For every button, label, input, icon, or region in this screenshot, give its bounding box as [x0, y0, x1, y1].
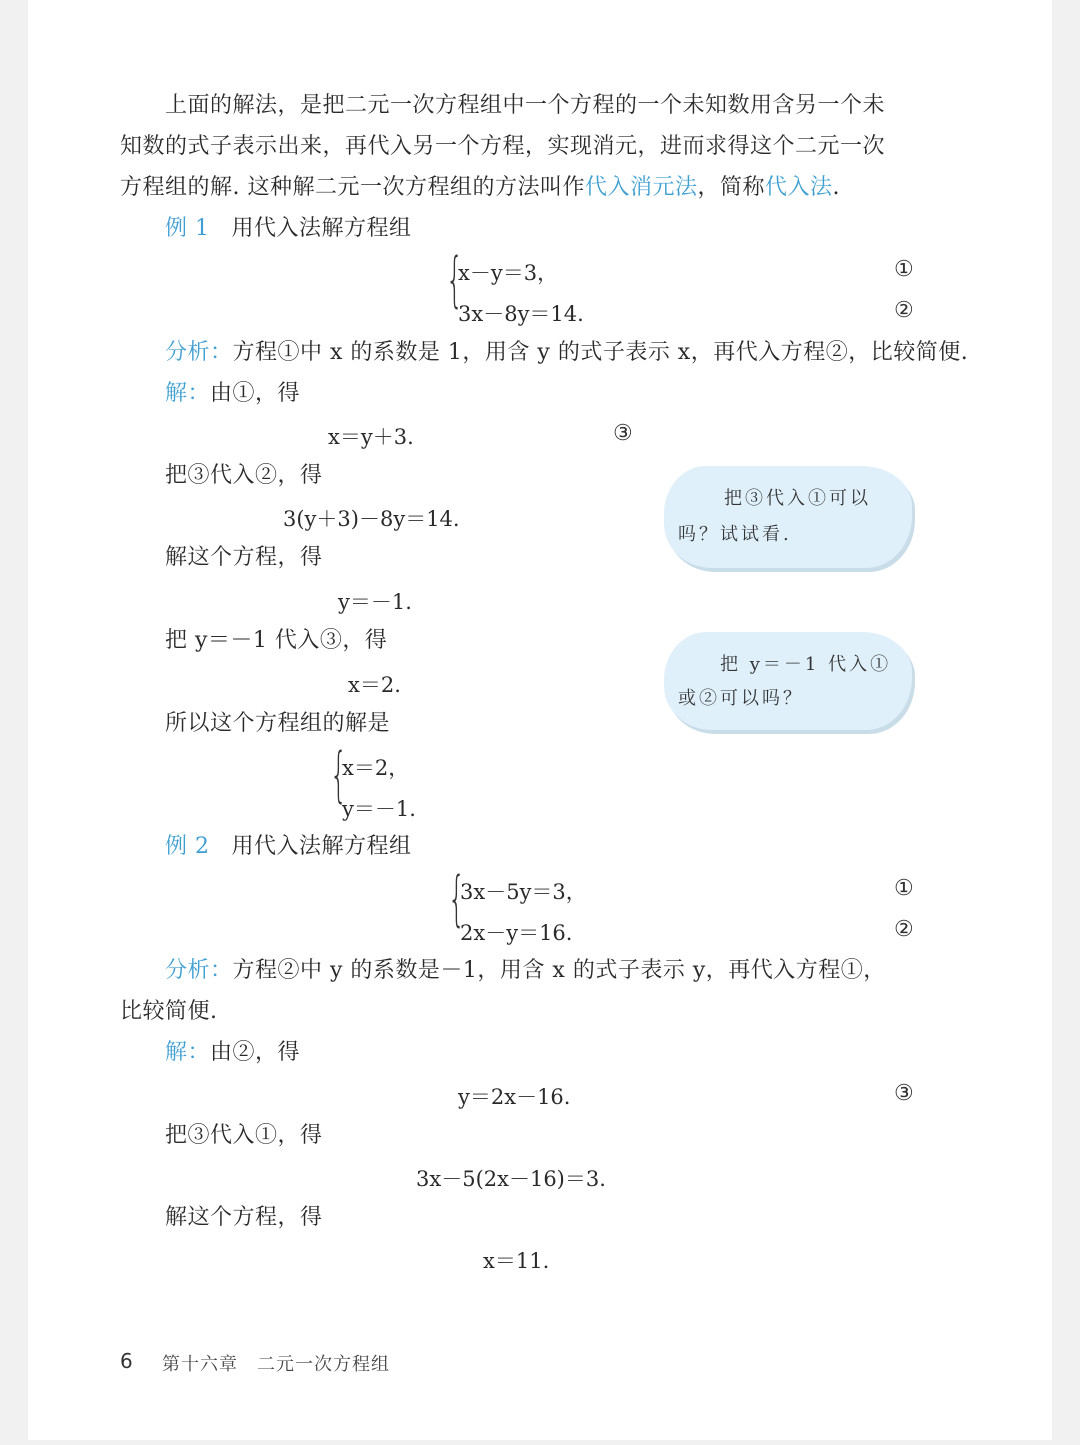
- example-2-eq3: y＝2x－16.: [458, 1085, 571, 1109]
- intro-line-1: 上面的解法，是把二元一次方程组中一个方程的一个未知数用含另一个未: [165, 93, 886, 118]
- example-1-eq3-tag: ③: [613, 421, 633, 446]
- hint-bubble-1: [664, 466, 912, 568]
- example-2-eq1: 3x－5y＝3，: [460, 880, 587, 904]
- example-2-system-brace: {: [448, 864, 466, 934]
- example-1-title: 用代入法解方程组: [231, 216, 412, 241]
- example-1-system-brace: {: [446, 245, 464, 315]
- example-1-analysis: [165, 339, 968, 367]
- example-1-eq5: y＝－1.: [338, 590, 412, 614]
- example-1-step-5: 所以这个方程组的解是: [165, 711, 391, 736]
- example-2-analysis: [165, 957, 886, 985]
- hint-bubble-2-line-2: 或②可以吗？: [678, 688, 804, 709]
- solve-label: 解：: [165, 381, 211, 406]
- example-2-analysis-text-2: 比较简便.: [120, 999, 218, 1024]
- example-1-analysis-text: 方程①中 x 的系数是 1，用含 y 的式子表示 x，再代入方程②，比较简便.: [232, 340, 969, 365]
- example-2-eq4: 3x－5(2x－16)＝3.: [416, 1167, 606, 1191]
- solve-label-2: 解：: [165, 1040, 211, 1065]
- example-2-eq1-tag: ①: [894, 876, 914, 901]
- example-1-eq6: x＝2.: [348, 673, 401, 697]
- example-2-step-3: 解这个方程，得: [165, 1205, 323, 1230]
- analysis-label-2: 分析：: [165, 958, 233, 983]
- intro-line-3-mid: ，简称: [697, 175, 766, 200]
- term-substitution-method: 代入法: [765, 175, 833, 200]
- example-2-step-2: 把③代入①，得: [165, 1123, 323, 1148]
- hint-bubble-2: [664, 632, 912, 730]
- example-2-eq3-tag: ③: [894, 1081, 914, 1106]
- example-2-eq5: x＝11.: [483, 1249, 550, 1273]
- textbook-page: [28, 0, 1052, 1440]
- example-1-step-4: 把 y＝－1 代入③，得: [165, 628, 388, 653]
- hint-bubble-1-line-2: 吗？试试看.: [678, 524, 792, 545]
- intro-line-2: 知数的式子表示出来，再代入另一个方程，实现消元，进而求得这个二元一次: [120, 134, 886, 159]
- page-number: 6: [120, 1349, 133, 1373]
- analysis-label: 分析：: [165, 340, 233, 365]
- example-1-heading: [165, 215, 412, 243]
- example-2-heading: [165, 833, 412, 861]
- example-1-eq1: x－y＝3，: [458, 261, 559, 285]
- example-1-eq2: 3x－8y＝14.: [458, 302, 584, 326]
- chapter-title: 第十六章 二元一次方程组: [162, 1354, 390, 1375]
- example-1-eq4: 3(y＋3)－8y＝14.: [283, 507, 460, 531]
- example-1-eq1-tag: ①: [894, 257, 914, 282]
- term-substitution-elimination: 代入消元法: [585, 175, 698, 200]
- example-2-step-1: 由②，得: [210, 1040, 301, 1065]
- example-1-eq2-tag: ②: [894, 298, 914, 323]
- example-1-solution-x: x＝2，: [342, 756, 410, 780]
- intro-line-3: [120, 174, 840, 202]
- hint-bubble-1-line-1: 把③代入①可以: [724, 488, 871, 509]
- example-1-eq3: x＝y＋3.: [328, 425, 414, 449]
- hint-bubble-2-line-1: 把 y＝－1 代入①: [720, 654, 892, 675]
- example-1-solution-brace: {: [330, 740, 348, 810]
- example-1-solution-y: y＝－1.: [342, 797, 416, 821]
- example-1-step-1: 由①，得: [210, 381, 301, 406]
- example-2-solution-start: [165, 1039, 300, 1067]
- example-2-label: 例 2: [165, 834, 210, 859]
- example-2-title: 用代入法解方程组: [231, 834, 412, 859]
- example-1-label: 例 1: [165, 216, 210, 241]
- example-2-eq2-tag: ②: [894, 917, 914, 942]
- example-1-step-2: 把③代入②，得: [165, 463, 323, 488]
- example-1-solution-start: [165, 380, 300, 408]
- example-2-eq2: 2x－y＝16.: [460, 921, 573, 945]
- intro-line-3-end: .: [832, 175, 841, 200]
- example-1-step-3: 解这个方程，得: [165, 545, 323, 570]
- example-2-analysis-text-1: 方程②中 y 的系数是－1，用含 x 的式子表示 y，再代入方程①，: [232, 958, 886, 983]
- intro-line-3-text: 方程组的解. 这种解二元一次方程组的方法叫作: [120, 175, 585, 200]
